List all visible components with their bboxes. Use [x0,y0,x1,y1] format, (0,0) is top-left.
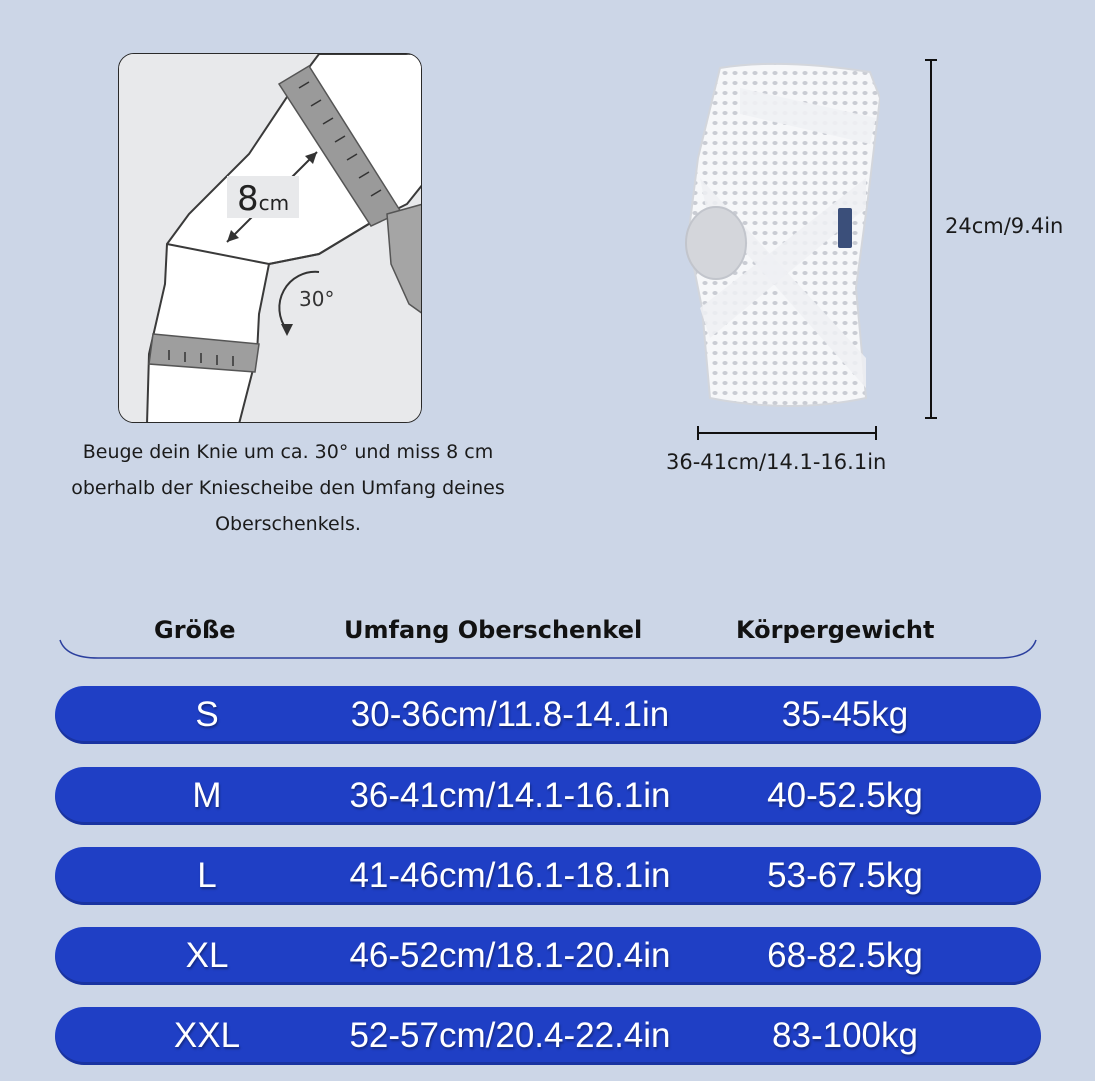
size-row-xxl [55,1007,1041,1065]
size-row-l [55,847,1041,905]
circumference-cell: 41-46cm/16.1-18.1in [349,856,671,895]
circumference-cell: 52-57cm/20.4-22.4in [349,1016,671,1055]
caption-line-3: Oberschenkels. [215,513,361,535]
size-cell: L [197,856,217,895]
weight-cell: 68-82.5kg [767,936,923,975]
weight-cell: 53-67.5kg [767,856,923,895]
header-circumference: Umfang Oberschenkel [344,616,643,644]
size-cell: XXL [173,1016,241,1055]
size-table-header [58,600,1038,662]
size-cell: XL [185,936,229,975]
circumference-cell: 36-41cm/14.1-16.1in [349,776,671,815]
header-size: Größe [154,616,236,644]
knee-measurement-illustration [118,53,422,423]
circumference-cell: 30-36cm/11.8-14.1in [350,695,670,734]
height-dimension-line [925,58,937,420]
circumference-cell: 46-52cm/18.1-20.4in [349,936,671,975]
knee-sleeve-image [680,58,880,418]
size-row-xl [55,927,1041,985]
size-row-m [55,767,1041,825]
caption-line-1: Beuge dein Knie um ca. 30° und miss 8 cm [82,441,494,463]
size-cell: M [192,776,222,815]
size-cell: S [195,695,219,734]
weight-cell: 83-100kg [772,1016,918,1055]
header-weight: Körpergewicht [736,616,935,644]
caption-line-2: oberhalb der Kniescheibe den Umfang deines [71,477,505,499]
distance-number: 8 [237,179,259,219]
weight-cell: 35-45kg [781,695,909,734]
size-row-s [55,686,1041,744]
angle-label: 30° [299,287,335,311]
distance-unit: cm [258,191,290,215]
height-label: 24cm/9.4in [945,214,1064,238]
knee-diagram [119,54,422,423]
measurement-instructions [18,434,558,542]
width-label: 36-41cm/14.1-16.1in [666,450,887,474]
weight-cell: 40-52.5kg [767,776,923,815]
width-dimension-line [696,426,878,440]
